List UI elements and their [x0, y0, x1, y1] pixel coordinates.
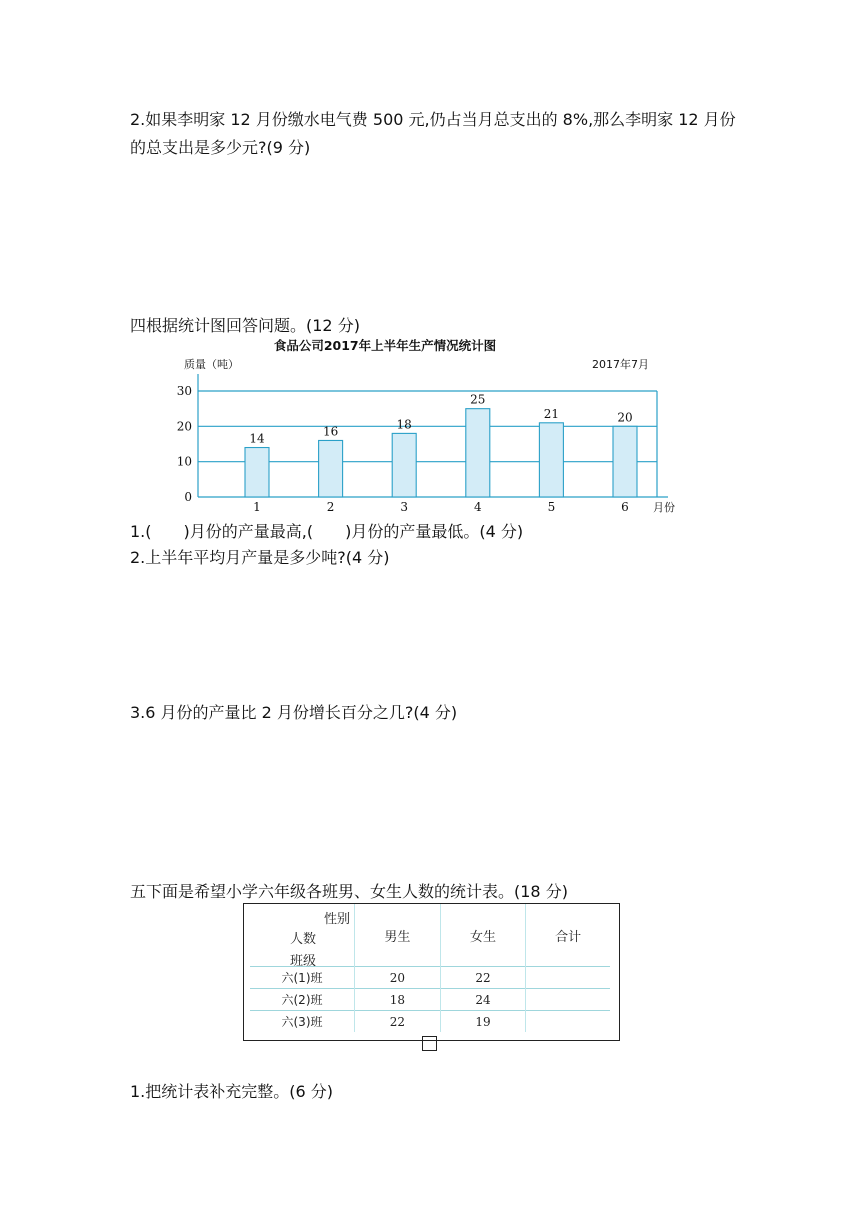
bar: [245, 448, 269, 497]
bar-value-label: 18: [396, 417, 412, 432]
chart-title: 食品公司2017年上半年生产情况统计图: [273, 338, 497, 353]
stats-table: [250, 904, 610, 1032]
boys-cell: 20: [355, 967, 441, 989]
class-cell: 六(2)班: [250, 989, 355, 1011]
boys-cell: 22: [355, 1011, 441, 1033]
bar: [613, 426, 637, 497]
y-tick-label: 20: [176, 419, 192, 434]
total-cell[interactable]: [526, 967, 610, 989]
class-cell: 六(1)班: [250, 967, 355, 989]
total-cell[interactable]: [526, 1011, 610, 1033]
stats-table-box: [243, 903, 620, 1041]
bar-value-label: 14: [249, 431, 265, 446]
x-tick-label: 6: [621, 500, 629, 514]
chart-date-note: 2017年7月: [592, 358, 649, 371]
bar-chart-svg: [150, 334, 690, 520]
question-4-2: 2.上半年平均月产量是多少吨?(4 分): [130, 548, 390, 567]
bar: [319, 440, 343, 497]
corner-gender-label: 性别: [324, 912, 351, 927]
table-row: [250, 1011, 610, 1033]
column-header-girls: 女生: [440, 904, 526, 967]
y-tick-label: 10: [176, 454, 192, 469]
question-4-1: 1.( )月份的产量最高,( )月份的产量最低。(4 分): [130, 522, 524, 541]
chart-ylabel: 质量（吨）: [184, 358, 239, 371]
total-cell[interactable]: [526, 989, 610, 1011]
girls-cell: 22: [440, 967, 526, 989]
x-tick-label: 2: [326, 500, 335, 514]
bar: [539, 423, 563, 497]
class-cell: 六(3)班: [250, 1011, 355, 1033]
x-tick-label: 1: [253, 500, 261, 514]
bar-value-label: 16: [322, 424, 339, 439]
bar-value-label: 21: [543, 406, 560, 421]
corner-count-label: 人数: [290, 932, 317, 947]
section-4-heading: 四根据统计图回答问题。(12 分): [130, 316, 360, 335]
column-header-total: 合计: [526, 904, 610, 967]
corner-class-label: 班级: [290, 954, 317, 969]
y-tick-label: 30: [176, 384, 192, 398]
corner-cell: [250, 904, 355, 967]
bar: [392, 433, 416, 497]
bar-value-label: 25: [470, 392, 486, 407]
small-square-marker: [422, 1036, 437, 1051]
girls-cell: 19: [440, 1011, 526, 1033]
question-5-1: 1.把统计表补充完整。(6 分): [130, 1082, 334, 1101]
x-tick-label: 5: [547, 500, 556, 514]
bar-value-label: 20: [617, 410, 633, 425]
question-4-3: 3.6 月份的产量比 2 月份增长百分之几?(4 分): [130, 703, 458, 722]
table-row: [250, 989, 610, 1011]
y-tick-label: 0: [184, 490, 192, 504]
boys-cell: 18: [355, 989, 441, 1011]
question-2-text: 2.如果李明家 12 月份缴水电气费 500 元,仍占当月总支出的 8%,那么李明家 12 月份的总支出是多少元?(9 分): [130, 110, 736, 157]
x-tick-label: 3: [400, 500, 409, 514]
table-row: [250, 967, 610, 989]
bar-chart: [150, 334, 690, 520]
girls-cell: 24: [440, 989, 526, 1011]
bar: [466, 409, 490, 497]
section-5-heading: 五下面是希望小学六年级各班男、女生人数的统计表。(18 分): [130, 882, 568, 901]
column-header-boys: 男生: [355, 904, 441, 967]
chart-xlabel: 月份: [653, 501, 675, 514]
table-header-row: [250, 904, 610, 967]
x-tick-label: 4: [473, 500, 482, 514]
